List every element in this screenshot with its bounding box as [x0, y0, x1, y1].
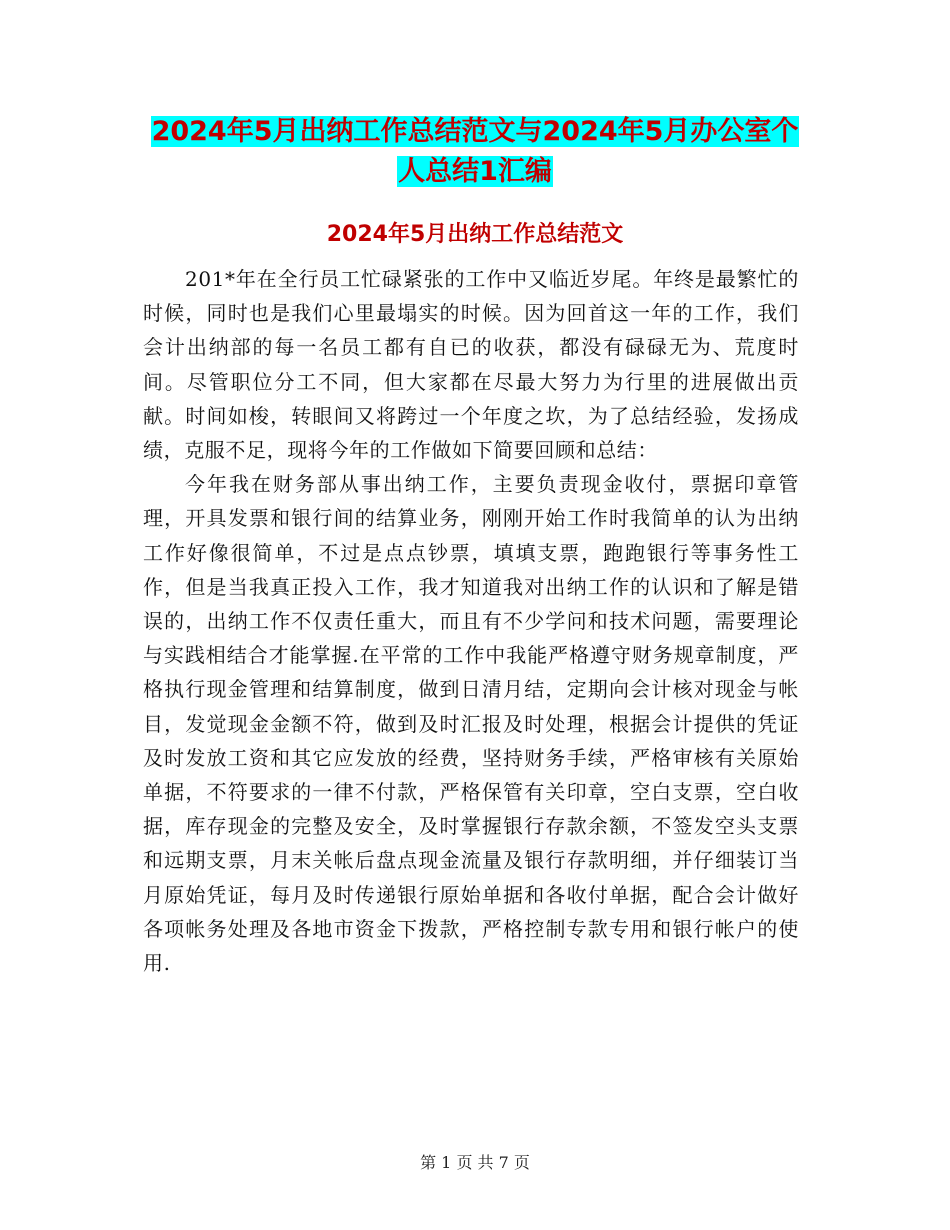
page-number-footer: 第 1 页 共 7 页 [420, 1153, 530, 1172]
document-title-line-1: 2024年5月出纳工作总结范文与2024年5月办公室个 [151, 116, 799, 147]
section-heading: 2024年5月出纳工作总结范文 [326, 222, 624, 247]
document-title-line-2: 人总结1汇编 [398, 156, 552, 187]
document-title [0, 112, 950, 192]
paragraph-2: 今年我在财务部从事出纳工作，主要负责现金收付，票据印章管理，开具发票和银行间的结算业务，刚刚开始工作时我简单的认为出纳工作好像很简单，不过是点点钞票，填填支票，跑跑银行等事务性工作，但是当我真正投入工作，我才知道我对出纳工作的认识和了解是错误的，出纳工作不仅责任重大，而且有不少学问和技术问题，需要理论与实践相结合才能掌握.在平常的工作中我能严格遵守财务规章制度，严格执行现金管理和结算制度，做到日清月结，定期向会计核对现金与帐目，发觉现金金额不符，做到及时汇报及时处理，根据会计提供的凭证及时发放工资和其它应发放的经费，坚持财务手续，严格审核有关原始单据，不符要求的一律不付款，严格保管有关印章，空白支票，空白收据，库存现金的完整及安全，及时掌握银行存款余额，不签发空头支票和远期支票，月末关帐后盘点现金流量及银行存款明细，并仔细装订当月原始凭证，每月及时传递银行原始单据和各收付单据，配合会计做好各项帐务处理及各地市资金下拨款，严格控制专款专用和银行帐户的使用. [143, 472, 799, 976]
body-text [143, 262, 799, 980]
paragraph-1: 201*年在全行员工忙碌紧张的工作中又临近岁尾。年终是最繁忙的时候，同时也是我们心里最塌实的时候。因为回首这一年的工作，我们会计出纳部的每一名员工都有自已的收获，都没有碌碌无为、荒度时间。尽管职位分工不同，但大家都在尽最大努力为行里的进展做出贡献。时间如梭，转眼间又将跨过一个年度之坎，为了总结经验，发扬成绩，克服不足，现将今年的工作做如下简要回顾和总结： [143, 267, 799, 463]
